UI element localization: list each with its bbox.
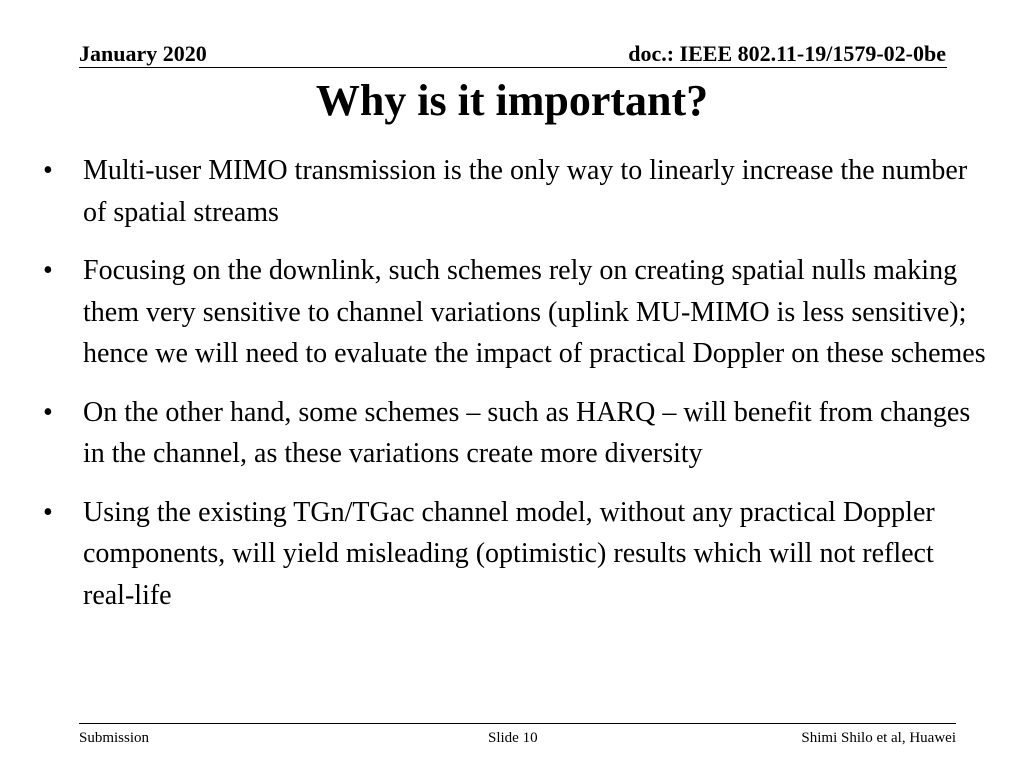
footer-submission: Submission	[79, 730, 150, 746]
footer-divider	[79, 723, 956, 724]
slide-title: Why is it important?	[315, 76, 709, 125]
header-doc-id: doc.: IEEE 802.11-19/1579-02-0be	[628, 41, 946, 66]
header-date: January 2020	[79, 41, 207, 66]
bullet-text: Focusing on the downlink, such schemes rely on creating spatial nulls making them very sensitive to channel variations (uplink MU-MIMO is less sensitive); hence we will need to evaluate the impact of practical Doppler on these schemes	[83, 255, 986, 369]
bullet-item	[40, 392, 990, 475]
bullet-item	[40, 250, 990, 375]
bullet-item	[40, 492, 990, 617]
header-divider	[79, 67, 947, 68]
bullet-text: Using the existing TGn/TGac channel model, without any practical Doppler components, will yield misleading (optimistic) results which will not reflect real-life	[83, 496, 935, 611]
footer-author: Shimi Shilo et al, Huawei	[801, 730, 956, 746]
bullet-text: On the other hand, some schemes – such as HARQ – will benefit from changes in the channel, as these variations create more diversity	[83, 396, 971, 469]
bullet-text: Multi-user MIMO transmission is the only way to linearly increase the number of spatial streams	[83, 155, 968, 228]
footer-slide-number: Slide 10	[488, 730, 538, 746]
bullet-icon: •	[43, 396, 53, 428]
bullet-list	[40, 150, 990, 633]
bullet-icon: •	[43, 496, 53, 528]
bullet-item	[40, 150, 990, 233]
bullet-icon: •	[43, 155, 53, 186]
bullet-icon: •	[43, 255, 53, 286]
